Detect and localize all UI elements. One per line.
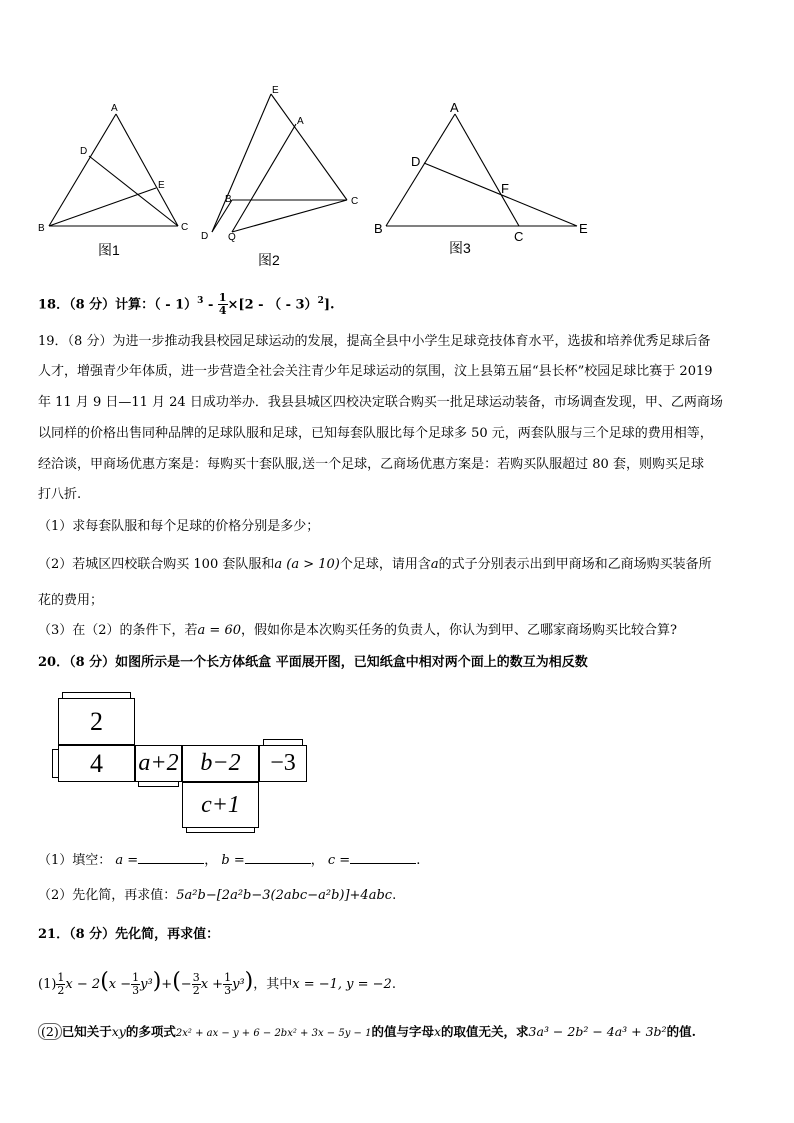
q21-p1-values: x = −1, y = −2 bbox=[292, 977, 392, 992]
q19-sub-2 bbox=[38, 556, 712, 574]
figure-3-lines bbox=[386, 114, 577, 226]
net-face-minus-3: −3 bbox=[259, 745, 307, 782]
q21-p1-term7: y³ bbox=[232, 977, 245, 992]
question-21-title: 21．（8 分）先化简，再求值： bbox=[38, 927, 220, 942]
q20-sub2-prefix: （2）先化简，再求值： bbox=[38, 888, 177, 903]
q21-p1-frac1-num: 1 bbox=[57, 971, 65, 984]
net-flap-left bbox=[52, 749, 59, 778]
q20-sub1-end: . bbox=[416, 853, 421, 868]
fig1-caption: 图1 bbox=[98, 242, 120, 258]
question-20-title: 20．（8 分）如图所示是一个长方体纸盒 平面展开图，已知纸盒中相对两个面上的数互为相反数 bbox=[38, 655, 588, 670]
q18-fraction bbox=[218, 292, 228, 317]
net-face-a-plus-2: a+2 bbox=[135, 745, 182, 782]
q20-sub1-prefix: （1）填空： bbox=[38, 853, 112, 868]
fig2-point-q: Q bbox=[228, 232, 236, 243]
q21-p2-label: (2) bbox=[38, 1023, 62, 1040]
q21-p1-frac2-num: 1 bbox=[132, 971, 140, 984]
q21-p1-frac4-num: 1 bbox=[224, 971, 232, 984]
net-flap-bottom bbox=[186, 827, 255, 833]
q19-line-2: 人才，增强青少年体质，进一步营造全社会关注青少年足球运动的氛围，汶上县第五届“县长杯”校园足球比赛于 2019 bbox=[38, 364, 713, 379]
q21-p1-label: (1) bbox=[38, 977, 57, 992]
q21-p1-plus: + bbox=[161, 977, 173, 992]
q21-p2-text-c: 的值与字母 bbox=[371, 1024, 434, 1039]
fig3-point-c: C bbox=[514, 229, 524, 244]
fig1-point-a: A bbox=[111, 103, 118, 114]
q19-sub-3 bbox=[38, 622, 677, 640]
fig3-point-d: D bbox=[411, 154, 421, 169]
fig1-point-d: D bbox=[80, 146, 88, 157]
q19-sub2-math: a (a > 10) bbox=[274, 557, 340, 572]
q19-sub3-text-a: （3）在（2）的条件下，若 bbox=[38, 623, 198, 638]
q21-part-1: (1) $\frac{1}{2}$ x − 2(x − $\frac{1}{3}$ y³)+(− $\frac{3}{2}$ x + $\frac{1}{3}$ y³)，其中x = −1, y = −2. bbox=[38, 969, 396, 997]
q19-sub-1: （1）求每套队服和每个足球的价格分别是多少； bbox=[38, 519, 320, 534]
fig2-point-d: D bbox=[201, 231, 209, 242]
q21-p1-term1: x − 2 bbox=[65, 977, 101, 992]
q19-line-3: 年 11 月 9 日—11 月 24 日成功举办．我县县城区四校决定联合购买一批足球运动装备，市场调查发现，甲、乙两商场 bbox=[38, 395, 723, 410]
q18-rest: ×[2 - （ - 3） bbox=[227, 297, 318, 313]
fig3-caption: 图3 bbox=[449, 240, 471, 256]
q20-sub-2 bbox=[38, 887, 396, 905]
q21-p1-frac3-den: 2 bbox=[192, 984, 200, 997]
q19-line-4: 以同样的价格出售同种品牌的足球队服和足球，已知每套队服比每个足球多 50 元，两套队服与三个足球的费用相等， bbox=[38, 426, 713, 441]
net-flap-m1 bbox=[138, 781, 179, 787]
q18-exp2: 2 bbox=[317, 296, 324, 306]
q19-line-1: 19．（8 分）为进一步推动我县校园足球运动的发展，提高全县中小学生足球竞技体育水平，选拔和培养优秀足球后备 bbox=[38, 334, 711, 349]
fig3-point-b: B bbox=[374, 221, 383, 236]
answer-blank-b[interactable] bbox=[245, 851, 311, 864]
q19-sub2-text-c: 的式子分别表示出到甲商场和乙商场购买装备所 bbox=[438, 557, 712, 572]
net-face-c-plus-1: c+1 bbox=[182, 782, 259, 828]
q21-p1-term2: x − bbox=[108, 977, 132, 992]
q21-p1-end: . bbox=[391, 977, 396, 992]
q20-sep-1: ， bbox=[204, 853, 218, 868]
q21-p2-polynomial: 2x² + ax − y + 6 − 2bx² + 3x − 5y − 1 bbox=[175, 1028, 372, 1039]
fig2-caption: 图2 bbox=[258, 252, 280, 268]
q21-p2-text-a: 已知关于 bbox=[61, 1024, 112, 1039]
q19-sub-2-line2: 花的费用； bbox=[38, 593, 104, 608]
answer-blank-a[interactable] bbox=[138, 851, 204, 864]
q21-p1-frac2 bbox=[131, 972, 140, 997]
q18-end: ]. bbox=[323, 297, 335, 313]
q20-label-b: b = bbox=[221, 853, 245, 868]
q19-line-5: 经洽谈，甲商场优惠方案是：每购买十套队服,送一个足球，乙商场优惠方案是：若购买队服超过 80 套，则购买足球 bbox=[38, 457, 704, 472]
q18-exp3: 3 bbox=[197, 296, 204, 306]
q21-p1-frac3 bbox=[192, 972, 201, 997]
q21-p2-text-b: 的多项式 bbox=[125, 1024, 176, 1039]
q21-p2-x: x bbox=[433, 1024, 442, 1039]
q19-sub3-text-b: ，假如你是本次购买任务的负责人，你认为到甲、乙哪家商场购买比较合算? bbox=[241, 623, 677, 638]
net-flap-top bbox=[62, 692, 131, 699]
fig1-point-c: C bbox=[181, 222, 189, 233]
q19-sub2-text-a: （2）若城区四校联合购买 100 套队服和 bbox=[38, 557, 275, 572]
fig2-point-e: E bbox=[272, 85, 279, 96]
q21-p1-term6: x + bbox=[200, 977, 224, 992]
q20-sub2-end: . bbox=[392, 888, 397, 903]
q21-p1-term3: y³ bbox=[140, 977, 153, 992]
q21-p1-minus: − bbox=[180, 977, 192, 992]
q21-p1-frac4 bbox=[223, 972, 232, 997]
q21-p1-frac1-den: 2 bbox=[57, 984, 65, 997]
fig1-point-e: E bbox=[158, 180, 165, 191]
q19-line-6: 打八折. bbox=[38, 487, 82, 502]
figure-2-lines bbox=[212, 94, 347, 232]
fig3-point-a: A bbox=[450, 100, 459, 115]
fig3-point-f: F bbox=[501, 181, 509, 196]
q19-sub2-var: a bbox=[430, 557, 439, 572]
figure-1-lines bbox=[49, 114, 178, 226]
net-face-left: 4 bbox=[58, 745, 135, 782]
net-face-top: 2 bbox=[58, 698, 135, 745]
question-18 bbox=[38, 292, 335, 317]
geometry-figures bbox=[0, 0, 794, 280]
net-flap-right bbox=[263, 739, 303, 746]
q21-p1-frac2-den: 3 bbox=[132, 984, 140, 997]
q18-minus: - bbox=[203, 297, 218, 313]
q18-frac-den: 4 bbox=[218, 304, 227, 318]
answer-blank-c[interactable] bbox=[350, 851, 416, 864]
q21-p1-where: ，其中 bbox=[253, 977, 293, 992]
q20-sep-2: ， bbox=[310, 853, 324, 868]
net-face-b-minus-2: b−2 bbox=[182, 745, 259, 782]
q20-sub-1 bbox=[38, 851, 420, 870]
q21-p1-frac3-num: 3 bbox=[192, 971, 200, 984]
q21-part-2 bbox=[38, 1023, 696, 1043]
q21-p2-xy: xy bbox=[111, 1024, 126, 1039]
fig2-point-b: B bbox=[225, 194, 232, 205]
q18-prefix: 18．（8 分）计算：（ - 1） bbox=[38, 297, 198, 313]
fig1-point-b: B bbox=[38, 223, 45, 234]
q20-label-a: a = bbox=[115, 853, 139, 868]
q21-p1-frac4-den: 3 bbox=[224, 984, 232, 997]
fig2-point-c: C bbox=[351, 196, 359, 207]
q19-sub2-text-b: 个足球，请用含 bbox=[339, 557, 431, 572]
q21-p2-text-d: 的取值无关，求 bbox=[441, 1024, 529, 1039]
fig2-point-a: A bbox=[297, 116, 304, 127]
q21-p2-expression: 3a³ − 2b² − 4a³ + 3b² bbox=[528, 1024, 667, 1039]
q19-sub3-math: a = 60 bbox=[197, 623, 241, 638]
q20-label-c: c = bbox=[327, 853, 351, 868]
q20-sub2-expression: 5a²b−[2a²b−3(2abc−a²b)]+4abc bbox=[176, 888, 393, 903]
fig3-point-e: E bbox=[579, 221, 588, 236]
q21-p2-text-e: 的值. bbox=[666, 1024, 696, 1039]
q18-frac-num: 1 bbox=[218, 291, 227, 305]
